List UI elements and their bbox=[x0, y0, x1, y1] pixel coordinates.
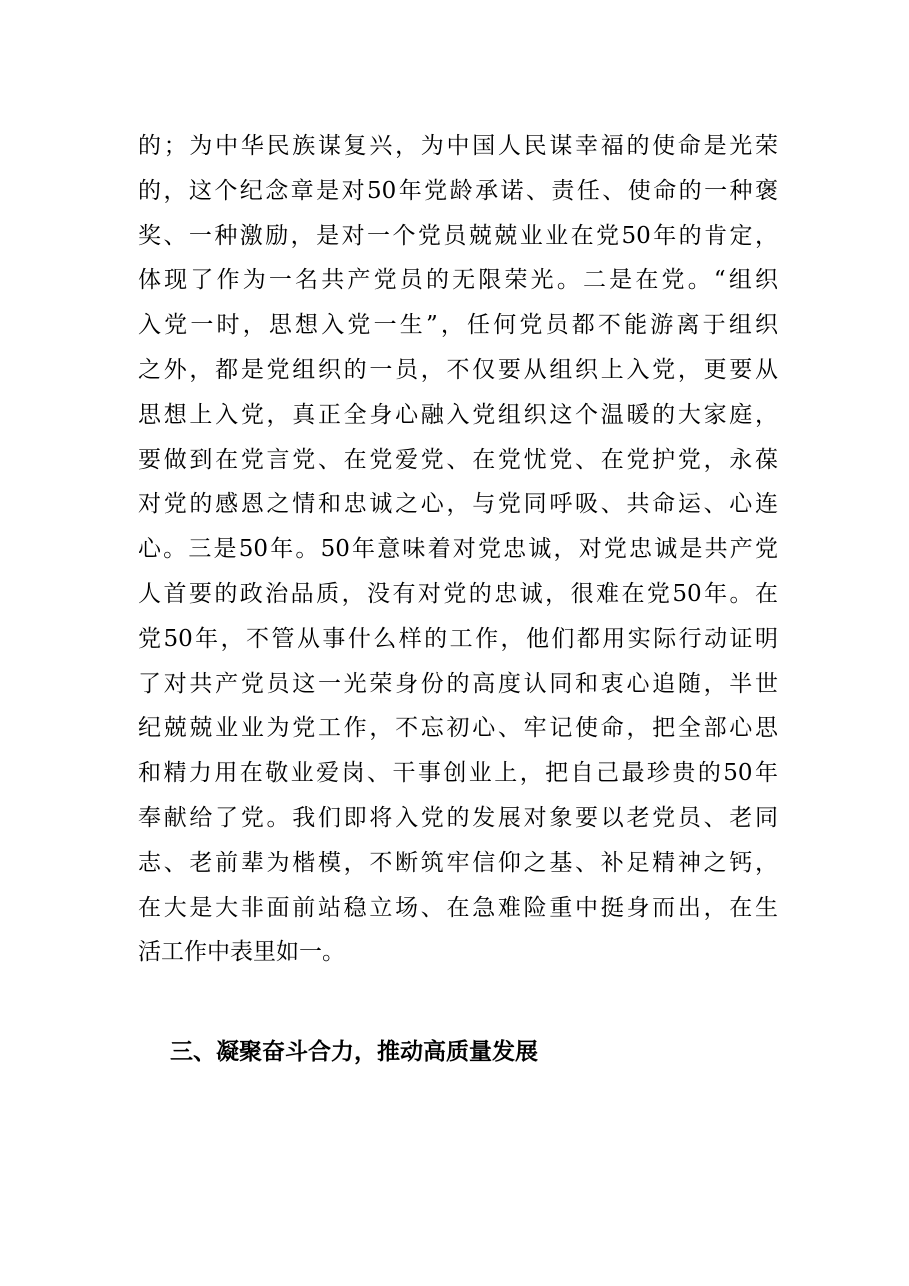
paragraph-line: 之外，都是党组织的一员，不仅要从组织上入党，更要从 bbox=[138, 356, 778, 383]
paragraph-line: 奖、一种激励，是对一个党员兢兢业业在党50年的肯定， bbox=[138, 222, 778, 249]
paragraph-line: 奉献给了党。我们即将入党的发展对象要以老党员、老同 bbox=[138, 804, 778, 831]
body-paragraph bbox=[138, 124, 778, 975]
paragraph-line: 对党的感恩之情和忠诚之心，与党同呼吸、共命运、心连 bbox=[138, 491, 778, 518]
paragraph-line: 体现了作为一名共产党员的无限荣光。二是在党。“组织 bbox=[138, 267, 778, 294]
paragraph-line: 在大是大非面前站稳立场、在急难险重中挺身而出，在生 bbox=[138, 894, 778, 921]
paragraph-line: 心。三是50年。50年意味着对党忠诚，对党忠诚是共产党 bbox=[138, 536, 778, 563]
paragraph-line: 要做到在党言党、在党爱党、在党忧党、在党护党，永葆 bbox=[138, 446, 778, 473]
paragraph-line: 志、老前辈为楷模，不断筑牢信仰之基、补足精神之钙， bbox=[138, 849, 778, 876]
section-heading: 三、凝聚奋斗合力，推动高质量发展 bbox=[170, 1039, 538, 1065]
paragraph-line: 了对共产党员这一光荣身份的高度认同和衷心追随，半世 bbox=[138, 670, 778, 697]
paragraph-line: 入党一时，思想入党一生”，任何党员都不能游离于组织 bbox=[138, 312, 778, 339]
paragraph-line: 党50年，不管从事什么样的工作，他们都用实际行动证明 bbox=[138, 625, 778, 652]
paragraph-line: 纪兢兢业业为党工作，不忘初心、牢记使命，把全部心思 bbox=[138, 715, 778, 742]
paragraph-line: 思想上入党，真正全身心融入党组织这个温暖的大家庭， bbox=[138, 401, 778, 428]
paragraph-line: 的；为中华民族谋复兴，为中国人民谋幸福的使命是光荣 bbox=[138, 133, 778, 159]
paragraph-line-last: 活工作中表里如一。 bbox=[138, 939, 345, 966]
paragraph-line: 的，这个纪念章是对50年党龄承诺、责任、使命的一种褒 bbox=[138, 177, 778, 204]
paragraph-line: 和精力用在敬业爱岗、干事创业上，把自己最珍贵的50年 bbox=[138, 760, 778, 787]
paragraph-line: 人首要的政治品质，没有对党的忠诚，很难在党50年。在 bbox=[138, 580, 778, 607]
